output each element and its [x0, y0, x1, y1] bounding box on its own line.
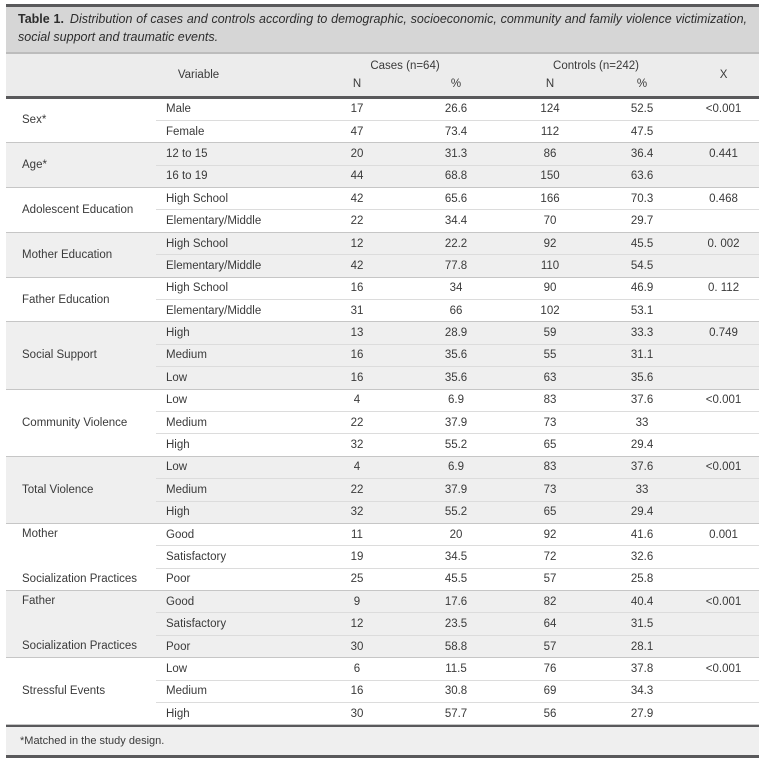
- column-header-cases: Cases (n=64): [370, 59, 440, 72]
- cell-category: Satisfactory: [156, 613, 306, 635]
- cell-controls-pct: 40.4: [596, 591, 688, 613]
- cell-chi: [688, 411, 759, 433]
- cell-cases-n: 12: [306, 232, 408, 254]
- cell-cases-n: 22: [306, 479, 408, 501]
- cell-controls-pct: 37.8: [596, 658, 688, 680]
- cell-chi: <0.001: [688, 97, 759, 120]
- cell-controls-pct: 46.9: [596, 277, 688, 299]
- variable-label-line: Socialization Practices: [22, 639, 138, 652]
- cell-controls-pct: 63.6: [596, 165, 688, 187]
- cell-category: Satisfactory: [156, 546, 306, 568]
- cell-controls-pct: 47.5: [596, 120, 688, 142]
- cell-category: High: [156, 434, 306, 456]
- cell-controls-n: 150: [504, 165, 596, 187]
- cell-chi: [688, 210, 759, 232]
- cell-cases-n: 22: [306, 411, 408, 433]
- cell-chi: [688, 635, 759, 657]
- table-row: [6, 322, 759, 344]
- variable-group: [6, 658, 759, 725]
- cell-controls-n: 82: [504, 591, 596, 613]
- cell-controls-pct: 29.4: [596, 501, 688, 523]
- table-caption: [6, 7, 759, 54]
- cell-controls-n: 124: [504, 97, 596, 120]
- cell-cases-n: 9: [306, 591, 408, 613]
- cell-category: Medium: [156, 680, 306, 702]
- cell-category: Low: [156, 658, 306, 680]
- cell-category: High School: [156, 188, 306, 210]
- cell-category: Good: [156, 591, 306, 613]
- variable-label: [6, 523, 156, 590]
- cell-controls-n: 92: [504, 523, 596, 545]
- cell-controls-pct: 36.4: [596, 143, 688, 165]
- cell-controls-pct: 53.1: [596, 300, 688, 322]
- variable-group: [6, 456, 759, 523]
- cell-controls-pct: 25.8: [596, 568, 688, 590]
- cell-chi: 0.441: [688, 143, 759, 165]
- cell-cases-pct: 45.5: [408, 568, 504, 590]
- cell-controls-n: 65: [504, 434, 596, 456]
- cell-controls-pct: 32.6: [596, 546, 688, 568]
- variable-group: [6, 232, 759, 277]
- variable-label-line: Mother: [22, 527, 58, 540]
- cell-chi: <0.001: [688, 389, 759, 411]
- variable-label: Adolescent Education: [6, 188, 156, 233]
- variable-label: Father Education: [6, 277, 156, 322]
- cell-controls-pct: 29.4: [596, 434, 688, 456]
- cell-cases-pct: 65.6: [408, 188, 504, 210]
- cell-cases-pct: 34.5: [408, 546, 504, 568]
- cell-cases-pct: 37.9: [408, 479, 504, 501]
- cell-controls-n: 63: [504, 367, 596, 389]
- cell-controls-n: 110: [504, 255, 596, 277]
- cell-cases-pct: 20: [408, 523, 504, 545]
- table-header: [6, 54, 759, 98]
- column-header-chi: X: [688, 54, 759, 98]
- cell-chi: [688, 367, 759, 389]
- cell-category: Low: [156, 389, 306, 411]
- cell-controls-pct: 33: [596, 411, 688, 433]
- cell-category: Poor: [156, 568, 306, 590]
- cell-controls-n: 72: [504, 546, 596, 568]
- table-row: [6, 456, 759, 478]
- cell-controls-pct: 41.6: [596, 523, 688, 545]
- cell-controls-pct: 34.3: [596, 680, 688, 702]
- cell-cases-pct: 58.8: [408, 635, 504, 657]
- variable-group: [6, 277, 759, 322]
- cell-cases-pct: 6.9: [408, 389, 504, 411]
- cell-cases-n: 20: [306, 143, 408, 165]
- cell-cases-pct: 26.6: [408, 97, 504, 120]
- cell-cases-n: 11: [306, 523, 408, 545]
- cell-controls-pct: 52.5: [596, 97, 688, 120]
- cell-controls-n: 90: [504, 277, 596, 299]
- cell-cases-pct: 22.2: [408, 232, 504, 254]
- cell-cases-pct: 68.8: [408, 165, 504, 187]
- cell-category: Male: [156, 97, 306, 120]
- cell-cases-pct: 6.9: [408, 456, 504, 478]
- variable-label: Age*: [6, 143, 156, 188]
- cell-chi: [688, 680, 759, 702]
- variable-label: Mother Education: [6, 232, 156, 277]
- cell-controls-pct: 28.1: [596, 635, 688, 657]
- cell-category: Low: [156, 456, 306, 478]
- cell-controls-n: 73: [504, 479, 596, 501]
- cell-controls-n: 112: [504, 120, 596, 142]
- cell-category: Elementary/Middle: [156, 300, 306, 322]
- cell-cases-n: 16: [306, 277, 408, 299]
- cell-controls-n: 86: [504, 143, 596, 165]
- cell-chi: [688, 479, 759, 501]
- cell-cases-n: 32: [306, 501, 408, 523]
- table-row: [6, 389, 759, 411]
- cell-cases-n: 13: [306, 322, 408, 344]
- column-header-variable: Variable: [6, 54, 306, 98]
- cell-category: Low: [156, 367, 306, 389]
- cell-chi: 0. 112: [688, 277, 759, 299]
- column-header-controls-percent: %: [596, 78, 688, 98]
- table-number: Table 1.: [18, 12, 64, 26]
- cell-cases-pct: 23.5: [408, 613, 504, 635]
- variable-group: [6, 322, 759, 389]
- column-header-cases-n: N: [306, 78, 408, 98]
- variable-label: [6, 591, 156, 658]
- cell-cases-pct: 66: [408, 300, 504, 322]
- cell-controls-n: 70: [504, 210, 596, 232]
- cell-controls-pct: 27.9: [596, 703, 688, 725]
- cell-controls-pct: 31.1: [596, 344, 688, 366]
- cell-controls-pct: 31.5: [596, 613, 688, 635]
- cell-controls-pct: 33: [596, 479, 688, 501]
- cell-category: Elementary/Middle: [156, 255, 306, 277]
- cell-chi: [688, 120, 759, 142]
- table-row: [6, 591, 759, 613]
- cell-chi: [688, 434, 759, 456]
- cell-controls-n: 64: [504, 613, 596, 635]
- cell-controls-pct: 54.5: [596, 255, 688, 277]
- cell-cases-n: 25: [306, 568, 408, 590]
- cell-chi: [688, 703, 759, 725]
- cell-cases-n: 4: [306, 456, 408, 478]
- cell-category: High School: [156, 277, 306, 299]
- cell-chi: 0.749: [688, 322, 759, 344]
- column-header-controls-n: N: [504, 78, 596, 98]
- cell-controls-n: 69: [504, 680, 596, 702]
- cell-chi: [688, 344, 759, 366]
- cell-controls-pct: 29.7: [596, 210, 688, 232]
- data-table: [6, 54, 759, 726]
- cell-cases-n: 19: [306, 546, 408, 568]
- cell-category: High: [156, 322, 306, 344]
- cell-cases-n: 44: [306, 165, 408, 187]
- cell-chi: [688, 165, 759, 187]
- column-header-controls: Controls (n=242): [553, 59, 640, 72]
- cell-chi: <0.001: [688, 591, 759, 613]
- variable-group: [6, 97, 759, 143]
- variable-label: Sex*: [6, 97, 156, 143]
- cell-controls-n: 56: [504, 703, 596, 725]
- cell-controls-n: 59: [504, 322, 596, 344]
- variable-group: [6, 523, 759, 590]
- cell-chi: <0.001: [688, 456, 759, 478]
- cell-controls-n: 102: [504, 300, 596, 322]
- cell-controls-n: 55: [504, 344, 596, 366]
- cell-chi: [688, 255, 759, 277]
- cell-controls-pct: 33.3: [596, 322, 688, 344]
- cell-chi: [688, 501, 759, 523]
- cell-cases-pct: 55.2: [408, 501, 504, 523]
- variable-group: [6, 188, 759, 233]
- variable-label: Total Violence: [6, 456, 156, 523]
- table-row: [6, 277, 759, 299]
- variable-group: [6, 389, 759, 456]
- cell-chi: [688, 546, 759, 568]
- cell-controls-pct: 35.6: [596, 367, 688, 389]
- cell-cases-pct: 30.8: [408, 680, 504, 702]
- cell-cases-n: 30: [306, 635, 408, 657]
- cell-cases-n: 17: [306, 97, 408, 120]
- cell-cases-n: 12: [306, 613, 408, 635]
- cell-cases-pct: 37.9: [408, 411, 504, 433]
- cell-controls-n: 166: [504, 188, 596, 210]
- cell-controls-pct: 45.5: [596, 232, 688, 254]
- variable-label-line: Father: [22, 595, 56, 608]
- table-row: [6, 523, 759, 545]
- table-row: [6, 188, 759, 210]
- cell-chi: [688, 300, 759, 322]
- cell-cases-n: 22: [306, 210, 408, 232]
- cell-cases-pct: 28.9: [408, 322, 504, 344]
- cell-cases-n: 31: [306, 300, 408, 322]
- variable-label: Stressful Events: [6, 658, 156, 725]
- table-row: [6, 143, 759, 165]
- column-header-cases-percent: %: [408, 78, 504, 98]
- cell-controls-n: 73: [504, 411, 596, 433]
- cell-cases-pct: 77.8: [408, 255, 504, 277]
- cell-chi: 0. 002: [688, 232, 759, 254]
- variable-group: [6, 591, 759, 658]
- cell-cases-n: 4: [306, 389, 408, 411]
- table-title-text: Distribution of cases and controls according to demographic, socioeconomic, community and family violence victimization, social support and traumatic events.: [18, 12, 747, 44]
- cell-category: Poor: [156, 635, 306, 657]
- cell-cases-pct: 31.3: [408, 143, 504, 165]
- cell-controls-pct: 37.6: [596, 456, 688, 478]
- cell-chi: [688, 568, 759, 590]
- table-row: [6, 97, 759, 120]
- table-row: [6, 658, 759, 680]
- table-row: [6, 232, 759, 254]
- cell-cases-n: 42: [306, 188, 408, 210]
- cell-cases-pct: 55.2: [408, 434, 504, 456]
- cell-category: 12 to 15: [156, 143, 306, 165]
- variable-group: [6, 143, 759, 188]
- cell-cases-pct: 11.5: [408, 658, 504, 680]
- header-row-groups: [6, 54, 759, 78]
- cell-controls-n: 83: [504, 456, 596, 478]
- cell-cases-n: 16: [306, 344, 408, 366]
- cell-cases-n: 30: [306, 703, 408, 725]
- cell-cases-n: 42: [306, 255, 408, 277]
- cell-cases-pct: 35.6: [408, 344, 504, 366]
- cell-cases-pct: 34: [408, 277, 504, 299]
- cell-chi: 0.468: [688, 188, 759, 210]
- cell-chi: <0.001: [688, 658, 759, 680]
- variable-label: Social Support: [6, 322, 156, 389]
- cell-category: High: [156, 703, 306, 725]
- cell-category: Good: [156, 523, 306, 545]
- cell-cases-n: 47: [306, 120, 408, 142]
- cell-category: Female: [156, 120, 306, 142]
- cell-cases-n: 16: [306, 680, 408, 702]
- cell-category: Medium: [156, 479, 306, 501]
- cell-controls-n: 57: [504, 568, 596, 590]
- cell-category: High School: [156, 232, 306, 254]
- cell-cases-n: 6: [306, 658, 408, 680]
- cell-controls-n: 57: [504, 635, 596, 657]
- cell-category: Medium: [156, 411, 306, 433]
- cell-controls-n: 76: [504, 658, 596, 680]
- cell-category: Elementary/Middle: [156, 210, 306, 232]
- table-sheet: [6, 4, 759, 758]
- cell-cases-pct: 35.6: [408, 367, 504, 389]
- cell-category: 16 to 19: [156, 165, 306, 187]
- cell-cases-pct: 17.6: [408, 591, 504, 613]
- cell-controls-n: 92: [504, 232, 596, 254]
- cell-cases-n: 16: [306, 367, 408, 389]
- cell-controls-pct: 70.3: [596, 188, 688, 210]
- variable-label: Community Violence: [6, 389, 156, 456]
- cell-cases-n: 32: [306, 434, 408, 456]
- cell-cases-pct: 57.7: [408, 703, 504, 725]
- cell-chi: [688, 613, 759, 635]
- cell-controls-n: 83: [504, 389, 596, 411]
- footnote: *Matched in the study design.: [6, 727, 759, 755]
- cell-cases-pct: 34.4: [408, 210, 504, 232]
- cell-controls-n: 65: [504, 501, 596, 523]
- variable-label-line: Socialization Practices: [22, 572, 138, 585]
- cell-cases-pct: 73.4: [408, 120, 504, 142]
- cell-chi: 0.001: [688, 523, 759, 545]
- cell-controls-pct: 37.6: [596, 389, 688, 411]
- cell-category: High: [156, 501, 306, 523]
- cell-category: Medium: [156, 344, 306, 366]
